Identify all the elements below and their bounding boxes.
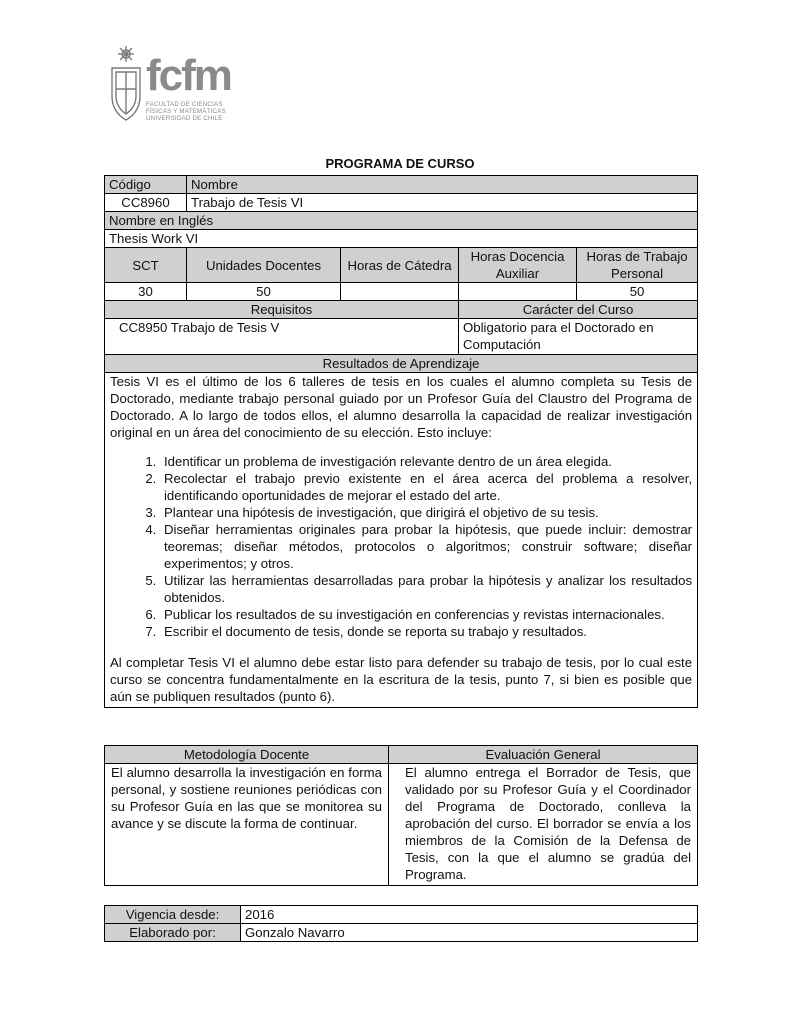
- requisitos-label: Requisitos: [105, 301, 459, 319]
- list-item: 3. Plantear una hipótesis de investigación, que dirigirá el objetivo de su tesis.: [160, 504, 692, 521]
- elaborado-label: Elaborado por:: [105, 924, 241, 942]
- resultados-label: Resultados de Aprendizaje: [105, 355, 698, 373]
- metodologia-text: El alumno desarrolla la investigación en forma personal, y sostiene reuniones periódicas con su Profesor Guía en las que se monitorea su avance y se discute la forma de continuar.: [105, 764, 389, 886]
- horas-auxiliar-value: [459, 283, 577, 301]
- course-table: [104, 175, 698, 708]
- caracter-label: Carácter del Curso: [459, 301, 698, 319]
- metodologia-label: Metodología Docente: [105, 746, 389, 764]
- horas-personal-value: 50: [577, 283, 698, 301]
- university-seal-icon: [108, 44, 144, 124]
- vigencia-value: 2016: [241, 906, 698, 924]
- resultados-outro: Al completar Tesis VI el alumno debe estar listo para defender su trabajo de tesis, por lo cual este curso se concentra fundamentalmente en la escritura de la tesis, punto 7, si bien es posible que aún se publiquen resultados (punto 6).: [110, 655, 693, 704]
- elaborado-value: Gonzalo Navarro: [241, 924, 698, 942]
- evaluacion-text: El alumno entrega el Borrador de Tesis, que validado por su Profesor Guía y el Coordinador del Programa de Doctorado, conlleva la aprobación del curso. El borrador se envía a los miembros de la Comisión de la Defensa de Tesis, con la que el alumno se gradúa del Programa.: [389, 764, 698, 886]
- horas-catedra-value: [341, 283, 459, 301]
- fcfm-logo: [108, 44, 238, 132]
- footer-table: [104, 905, 698, 942]
- english-name: Thesis Work VI: [105, 230, 698, 248]
- list-item: 7. Escribir el documento de tesis, donde se reporta su trabajo y resultados.: [160, 623, 692, 640]
- logo-wordmark: fcfm: [146, 51, 231, 100]
- course-name: Trabajo de Tesis VI: [187, 194, 698, 212]
- nombre-label: Nombre: [187, 176, 698, 194]
- resultados-intro: Tesis VI es el último de los 6 talleres de tesis en los cuales el alumno completa su Tesis de Doctorado, mediante trabajo personal guiado por un Profesor Guía del Claustro del Programa de Doctorado. A lo largo de todos ellos, el alumno desarrolla la capacidad de realizar investigación original en un área del conocimiento de su elección. Esto incluye:: [110, 374, 693, 440]
- caracter-value: Obligatorio para el Doctorado en Computación: [459, 319, 698, 355]
- evaluacion-label: Evaluación General: [389, 746, 698, 764]
- course-code: CC8960: [105, 194, 187, 212]
- horas-personal-header: Horas de Trabajo Personal: [577, 248, 698, 283]
- codigo-label: Código: [105, 176, 187, 194]
- list-item: 2. Recolectar el trabajo previo existente en el área acerca del problema a resolver, identificando oportunidades de mejorar el estado del arte.: [160, 470, 692, 504]
- code-header-row: [105, 176, 698, 194]
- horas-auxiliar-header: Horas Docencia Auxiliar: [459, 248, 577, 283]
- page-title: PROGRAMA DE CURSO: [325, 156, 475, 171]
- vigencia-label: Vigencia desde:: [105, 906, 241, 924]
- hours-header-row: [105, 248, 698, 283]
- code-value-row: [105, 194, 698, 212]
- english-name-label: Nombre en Inglés: [105, 212, 698, 230]
- resultados-body: [105, 373, 698, 708]
- hours-value-row: [105, 283, 698, 301]
- horas-catedra-header: Horas de Cátedra: [341, 248, 459, 283]
- list-item: 5. Utilizar las herramientas desarrolladas para probar la hipótesis y analizar los resultados obtenidos.: [160, 572, 692, 606]
- list-item: 1. Identificar un problema de investigación relevante dentro de un área elegida.: [160, 453, 692, 470]
- unidades-docentes-header: Unidades Docentes: [187, 248, 341, 283]
- list-item: 6. Publicar los resultados de su investigación en conferencias y revistas internacionales.: [160, 606, 692, 623]
- sct-header: SCT: [105, 248, 187, 283]
- list-item: 4. Diseñar herramientas originales para probar la hipótesis, que puede incluir: demostrar teoremas; diseñar métodos, protocolos o algoritmos; construir software; diseñar experimentos; y otros.: [160, 521, 692, 572]
- methodology-table: [104, 745, 698, 886]
- sct-value: 30: [105, 283, 187, 301]
- requisitos-value: CC8950 Trabajo de Tesis V: [105, 319, 459, 355]
- logo-subtitle: FACULTAD DE CIENCIAS FÍSICAS Y MATEMÁTICAS UNIVERSIDAD DE CHILE: [146, 101, 226, 122]
- resultados-list: [110, 453, 692, 640]
- unidades-docentes-value: 50: [187, 283, 341, 301]
